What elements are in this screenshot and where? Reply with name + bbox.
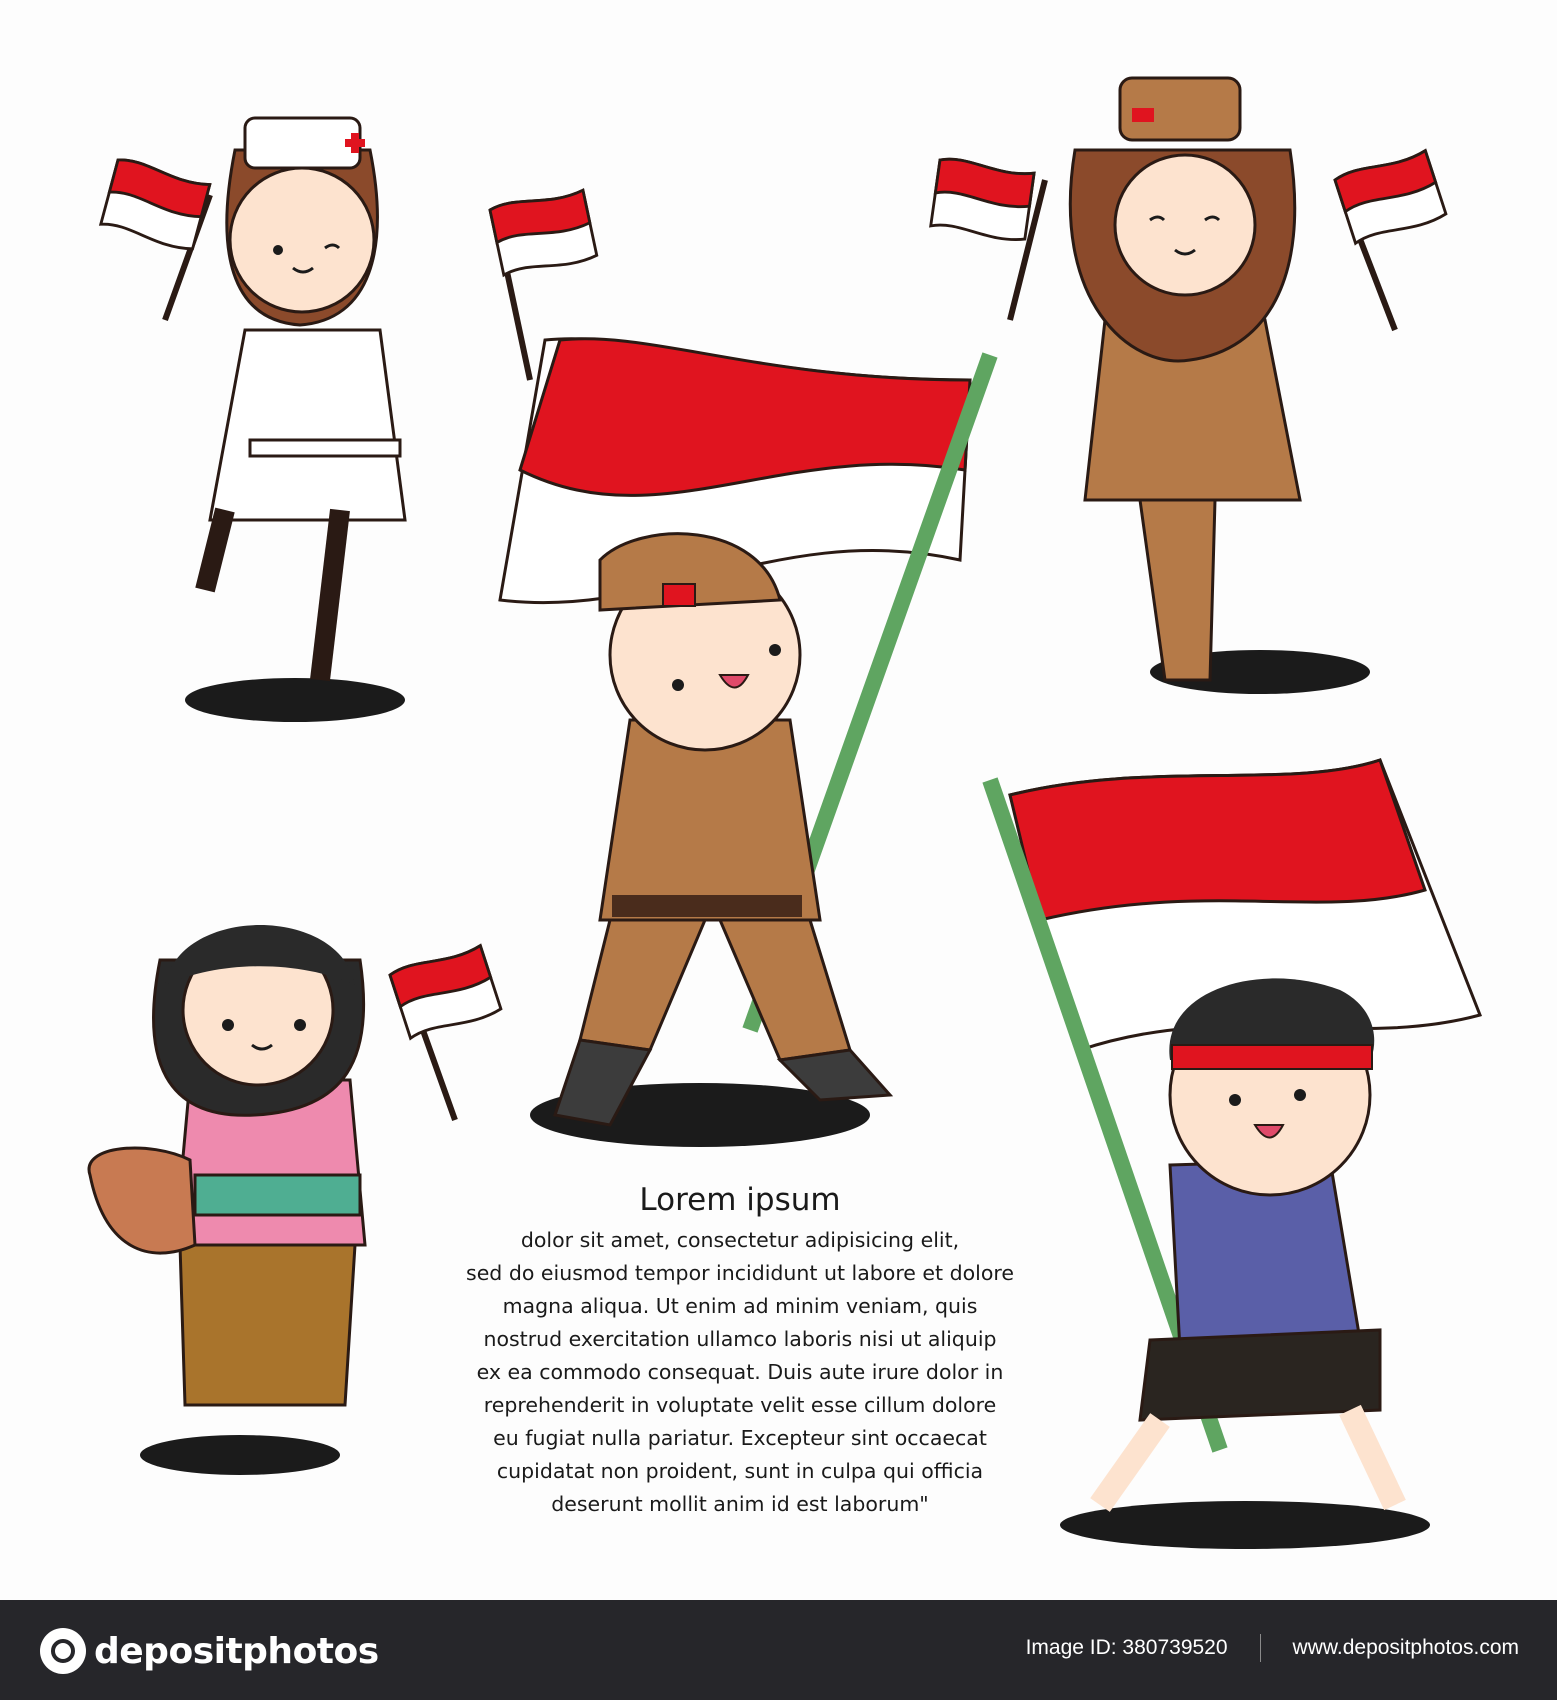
text-block-line: reprehenderit in voluptate velit esse cillum dolore	[483, 1393, 997, 1417]
nurse-girl-figure	[100, 118, 597, 722]
footer-bar	[0, 1600, 1557, 1700]
text-block-title: Lorem ipsum	[639, 1182, 841, 1218]
footer-info	[1026, 1634, 1519, 1662]
depositphotos-logo-icon	[40, 1628, 86, 1674]
text-block-line: deserunt mollit anim id est laborum"	[551, 1492, 929, 1516]
site-link[interactable]: www.depositphotos.com	[1292, 1636, 1519, 1659]
text-block	[400, 1182, 1080, 1521]
text-block-line: eu fugiat nulla pariatur. Excepteur sint occaecat	[493, 1426, 987, 1450]
text-block-line: magna aliqua. Ut enim ad minim veniam, quis	[502, 1294, 978, 1318]
text-block-line: nostrud exercitation ullamco laboris nisi ut aliquip	[483, 1327, 997, 1351]
text-block-line: dolor sit amet, consectetur adipisicing elit,	[520, 1228, 960, 1252]
text-block-line: sed do eiusmod tempor incididunt ut labore et dolore	[466, 1261, 1014, 1285]
image-id-label: Image ID: 380739520	[1025, 1636, 1228, 1659]
text-block-line: cupidatat non proident, sunt in culpa qui officia	[496, 1459, 984, 1483]
text-block-line: ex ea commodo consequat. Duis aute irure dolor in	[476, 1360, 1004, 1384]
soldier-boy-figure	[500, 339, 990, 1147]
brand-logo[interactable]	[40, 1626, 379, 1676]
brand-name: depositphotos	[94, 1630, 379, 1672]
text-block-body	[400, 1224, 1080, 1521]
headscarf-fighter-figure	[930, 78, 1446, 694]
footer-divider	[1260, 1634, 1261, 1662]
